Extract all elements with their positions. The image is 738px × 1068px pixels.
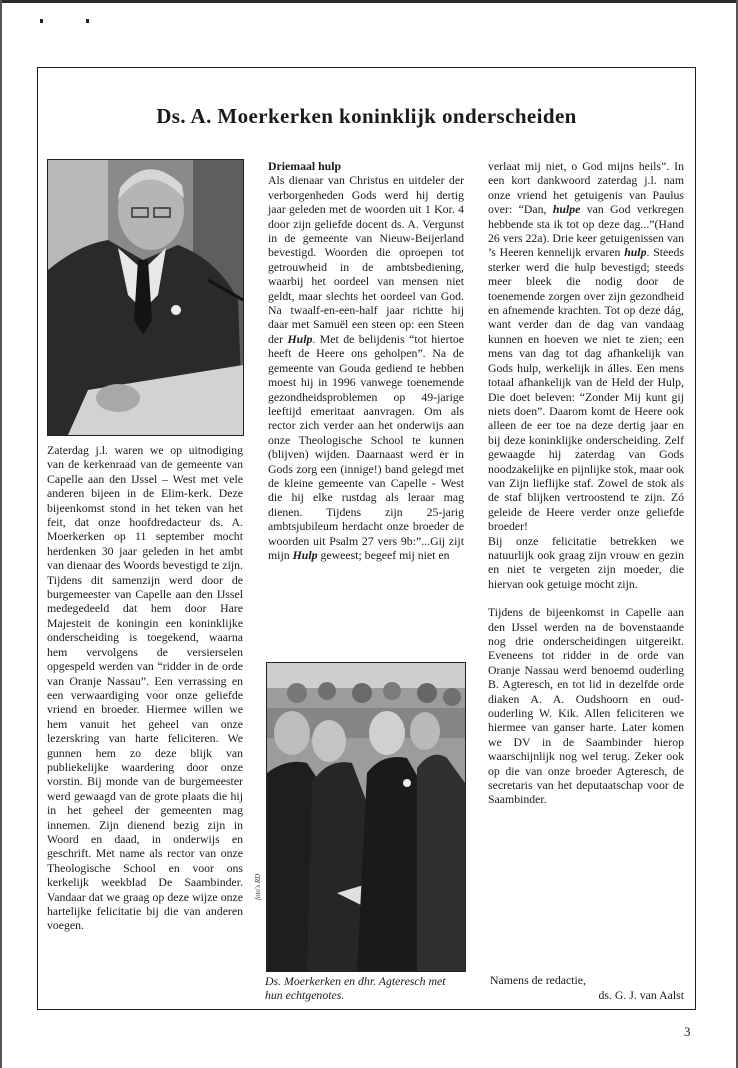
photo-minister bbox=[47, 159, 244, 436]
emphasis-hulp: Hulp bbox=[292, 547, 318, 562]
photo-caption: Ds. Moerkerken en dhr. Agteresch met hun echtgenotes. bbox=[265, 974, 446, 1003]
photo-credit: foto's RD bbox=[254, 873, 262, 900]
paragraph: Bij onze felicitatie betrekken we natuurlijk ook graag zijn vrouw en gezin en niet te vergeten zijn moeder, die hiervan ook getuige mocht zijn. bbox=[488, 533, 684, 591]
column-2 bbox=[268, 159, 464, 562]
scan-speck bbox=[86, 19, 89, 23]
emphasis-hulpe: hulpe bbox=[552, 202, 581, 217]
section-heading: Driemaal hulp bbox=[268, 159, 342, 173]
page-number: 3 bbox=[684, 1024, 691, 1039]
article-title: Ds. A. Moerkerken koninklijk onderscheiden bbox=[156, 104, 577, 128]
column-1 bbox=[47, 443, 243, 933]
paragraph: Als dienaar van Christus en uitdeler der verborgenheden Gods werd hij dertig jaar geleden met de woorden uit 1 Kor. 4 door zijn geliefde docent ds. A. Vergunst in de gemeente van Nieuw-Beijerland bevestigd. Woorden die oproepen tot getrouwheid in de ambtsbediening, waarbij het oordeel van mensen niet geldt, maar slechts het oordeel van God. Na twaalf-en-een-half jaar richtte hij daar met Samuël een steen op: een Steen der Hulp. Met de belijdenis “tot hiertoe heeft de Heere ons geholpen”. Na de gemeente van Gouda gediend te hebben moest hij in 1996 vanwege toenemende gezondheidsproblemen op 49-jarige leeftijd emeritaat aanvragen. Om als rector zich verder aan het onderwijs aan onze Theologische School te kunnen (blijven) wijden. Daarnaast werd er in Gods zorg een (innige!) band gelegd met de kleine gemeente van Capelle - West die hij elke rustdag als leraar mag dienen. Tijdens zijn 25-jarig ambtsjubileum herdacht onze broeder de woorden uit Psalm 27 vers 9b:”...Gij zijt mijn Hulp geweest; begeef mij niet en bbox=[268, 173, 464, 562]
photo-ceremony bbox=[266, 662, 466, 972]
paragraph: Tijdens de bijeenkomst in Capelle aan den IJssel werden na de bovenstaande nog drie onderscheidingen uitgereikt. Eveneens tot ridder in de orde van Oranje Nassau werd benoemd ouderling B. Agteresch, en tot lid in dezelfde orde diaken A. A. Oudshoorn en oud-ouderling W. Kik. Allen feliciteren we hiermee van ganser harte. Later komen we DV in de Saambinder hierop waarschijnlijk nog wel terug. Zeker ook op die van onze broeder Agteresch, de secretaris van het deputaatschap voor de Saambinder. bbox=[488, 605, 684, 807]
signature-name: ds. G. J. van Aalst bbox=[598, 988, 684, 1002]
scan-edge-top bbox=[0, 0, 738, 3]
emphasis-hulp: Hulp bbox=[287, 331, 313, 346]
photo-minister-illustration bbox=[48, 160, 243, 435]
column-3 bbox=[488, 159, 684, 807]
paragraph: verlaat mij niet, o God mijns heils”. In een kort dankwoord zaterdag j.l. nam onze vriend het getuigenis van Paulus over: “Dan, hulpe van God verkregen hebbende sta ik tot op deze dag...”(Hand 26 vers 22a). Drie keer getuigenissen van ’s Heeren kennelijk ervaren hulp. Steeds sterker werd die hulp bevestigd; steeds meer bleek die nodig door de toenemende zorgen over zijn gezondheid en afnemende krachten. Tot op deze dág, want verder dan de dag van vandaag kunnen en hoeven we niet te zien; een mens van dag tot dag afhankelijk van Gods hulp, werkelijk in álles. Een mens totaal afhankelijk van de Held der Hulp, Die doet beleven: “Zonder Mij kunt gij niets doen”. Daarom komt de Heere ook alleen de eer toe na deze dertig jaar en bij deze koninklijke onderscheiding. Zelf gewaagde hij zaterdag van Gods noodzakelijke en pijnlijke stok, maar ook van Zijn lieflijke staf. Zowel de stok als de staf blijken vertroostend te zijn. Zó geleide de Heere verder onze geliefde broeder! bbox=[488, 159, 684, 534]
photo-ceremony-illustration bbox=[267, 663, 465, 971]
emphasis-hulp: hulp bbox=[624, 245, 647, 260]
paragraph: Zaterdag j.l. waren we op uitnodiging van de kerkenraad van de gemeente van Capelle aan den IJssel – West met vele anderen bijeen in de Elim-kerk. Deze bijeenkomst stond in het teken van het feit, dat onze hoofdredacteur ds. A. Moerkerken op 11 september mocht herdenken 30 jaar geleden in het ambt van dienaar des Woords bevestigd te zijn. Tijdens dit samenzijn werd door de burgemeester van Capelle aan den IJssel medegedeeld dat hem door Hare Majesteit de koningin een koninklijke onderscheiding is toegekend, waarna hem vervolgens de versierselen opgespeld werden van “ridder in de orde van Oranje Nassau”. Een verrassing en een verwaardiging voor onze geliefde vriend en broeder. Hiermee willen we hem vanuit het geheel van onze lezerskring van harte feliciteren. We gunnen hem zo deze blijk van publiekelijke waardering door onze vorstin. Bij monde van de burgemeester werd gewaagd van de grote plaats die hij in het geheel der gemeenten mag innemen. Zijn dienend bezig zijn in Woord en daad, in onderwijs en geschrift. Met name als rector van onze Theologische School en voor ons kerkelijk weekblad De Saambinder. Vandaar dat we graag op deze wijze onze hartelijke felicitatie bij die van anderen voegen. bbox=[47, 443, 243, 933]
scan-edge-left bbox=[0, 0, 2, 1068]
scan-speck bbox=[40, 19, 43, 23]
signature-line: Namens de redactie, bbox=[490, 973, 586, 987]
